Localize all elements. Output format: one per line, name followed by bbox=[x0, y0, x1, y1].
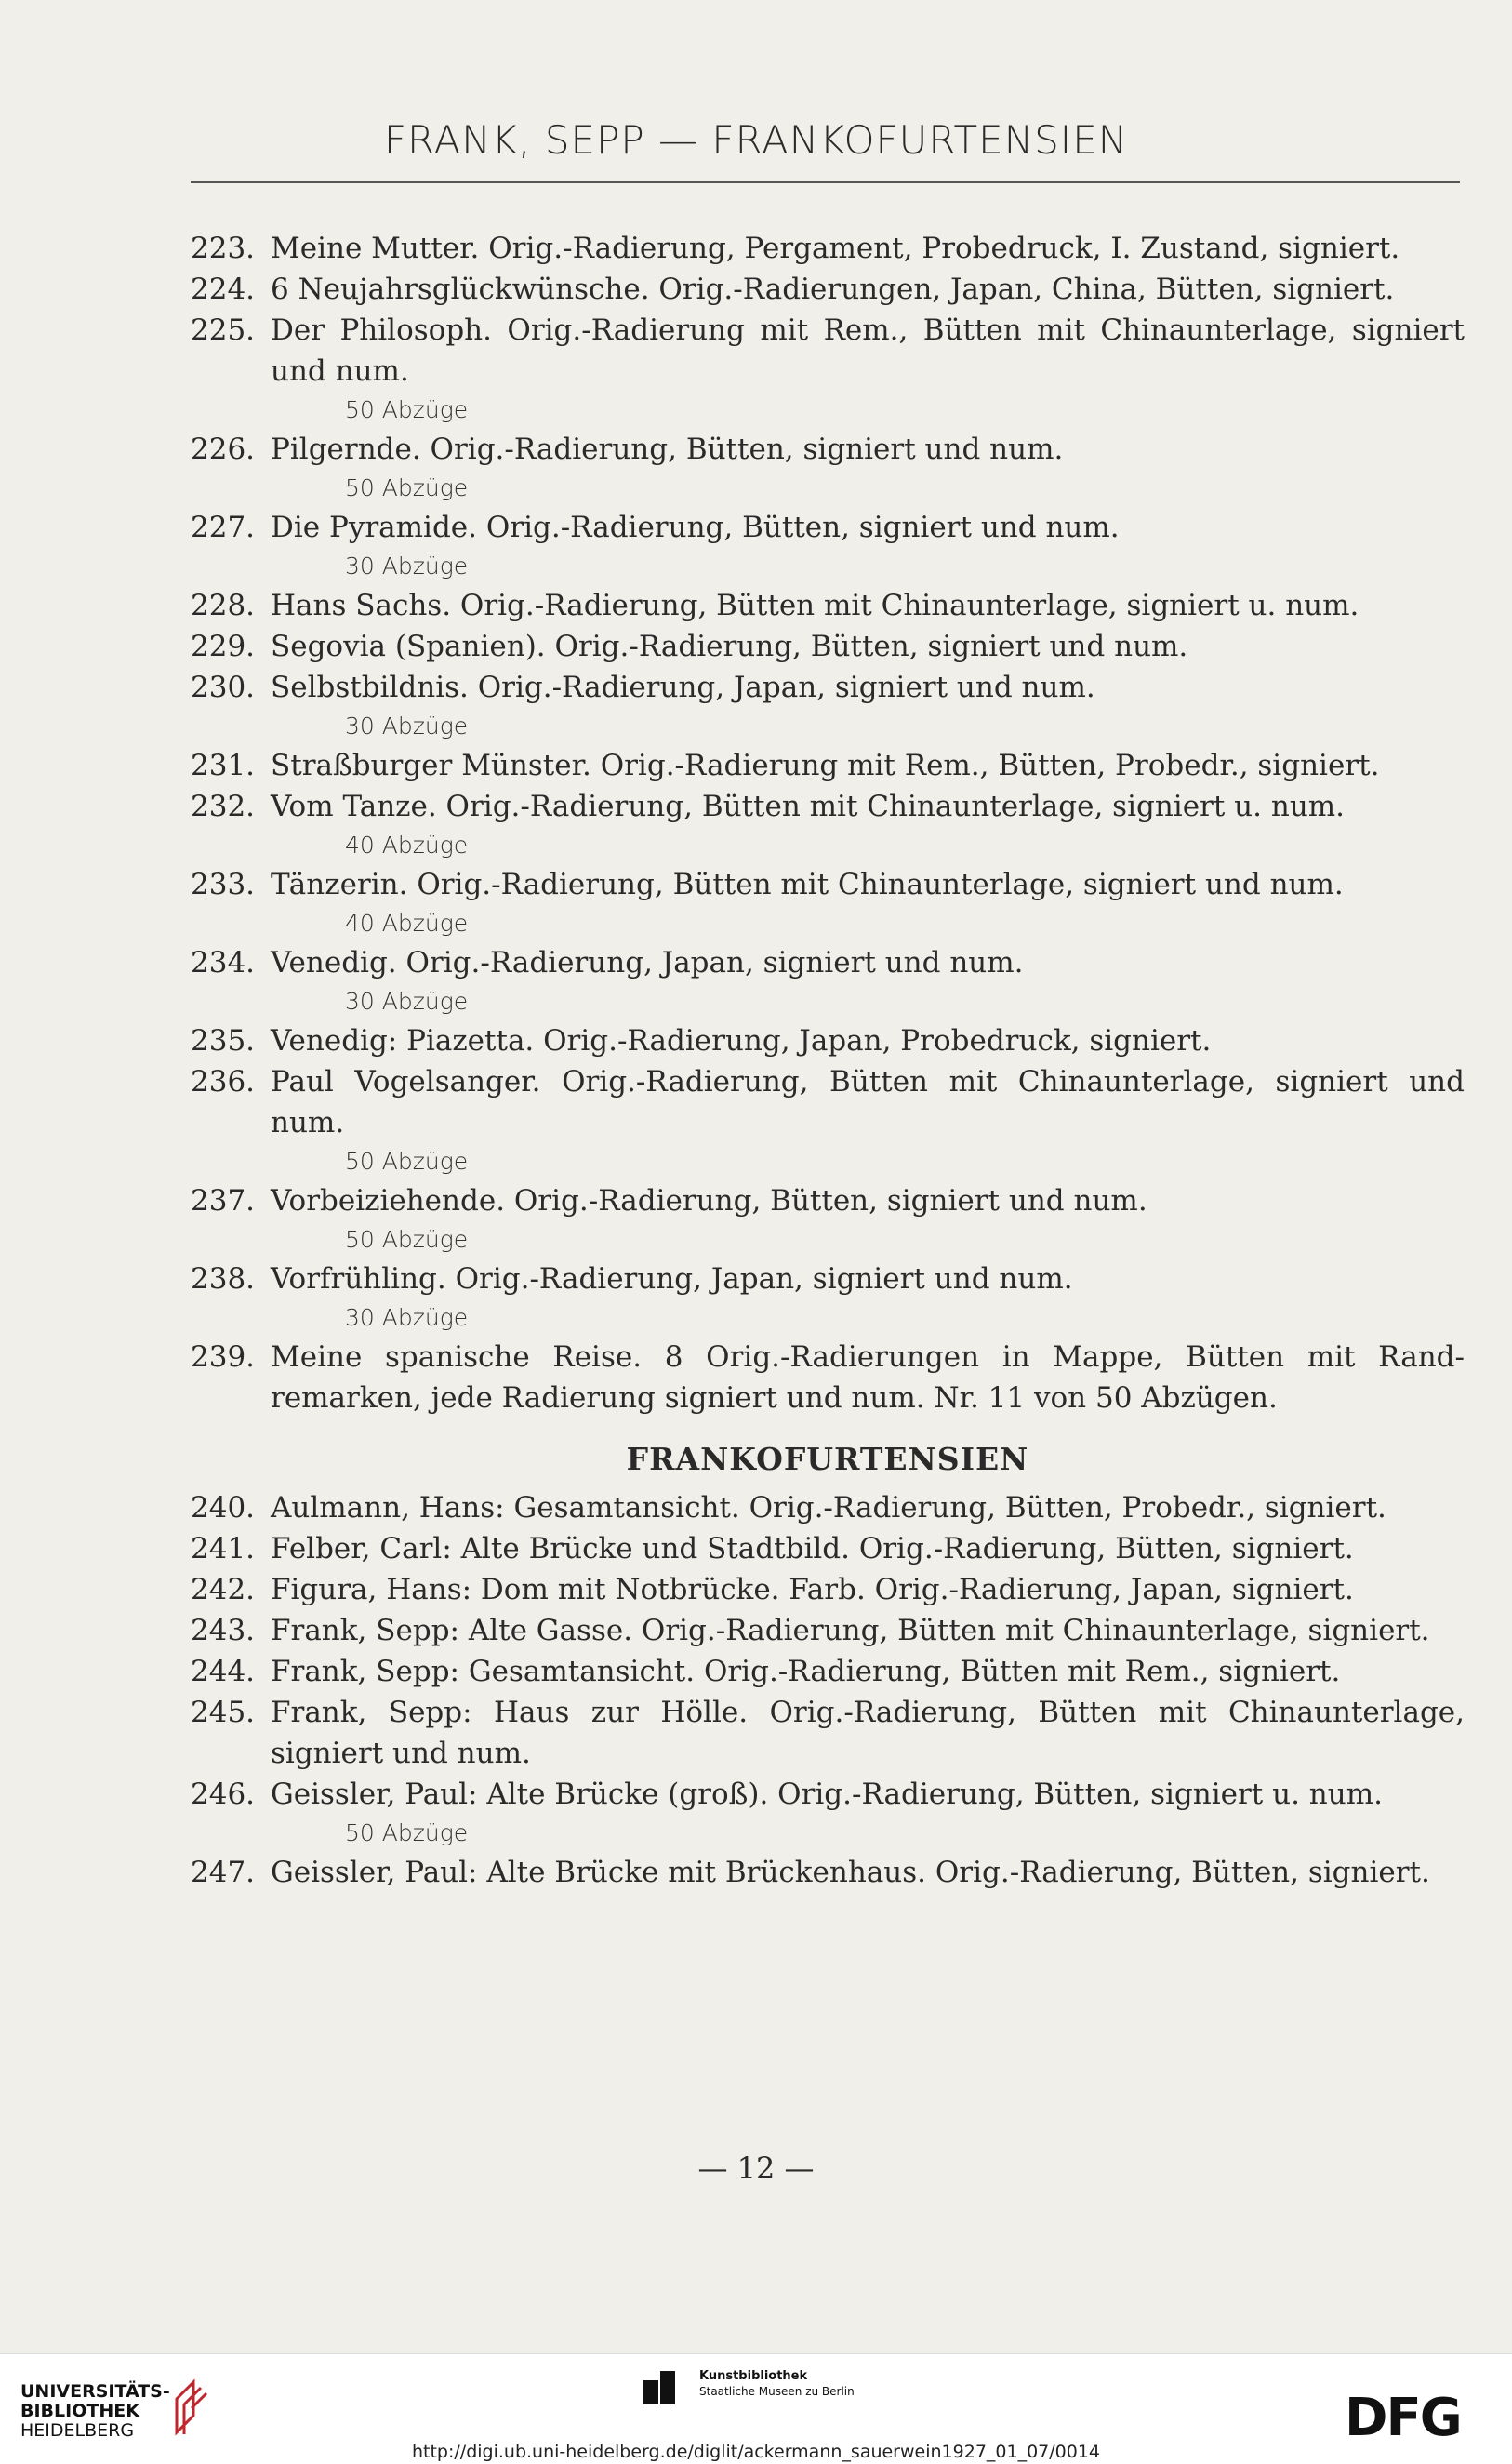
entry-edition: 50 Abzüge bbox=[345, 396, 469, 423]
entry-number: 236. bbox=[191, 1065, 256, 1099]
entry-number: 246. bbox=[191, 1778, 256, 1811]
entry-description: Frank, Sepp: Gesamtansicht. Orig.-Radierung, Bütten mit Rem., signiert. bbox=[271, 1655, 1341, 1688]
entry-number: 225. bbox=[191, 313, 256, 347]
entry-number: 241. bbox=[191, 1532, 256, 1565]
entry-description: Der Philosoph. Orig.-Radierung mit Rem., Bütten mit Chinaunterlage, signiert und num. bbox=[271, 313, 1465, 388]
entry-edition: 40 Abzüge bbox=[345, 910, 469, 937]
catalog-entry bbox=[191, 667, 1465, 708]
entry-description: Aulmann, Hans: Gesamtansicht. Orig.-Radierung, Bütten, Probedr., signiert. bbox=[271, 1491, 1386, 1525]
catalog-entry bbox=[191, 228, 1465, 269]
catalog-entry bbox=[191, 626, 1465, 667]
kb-line1: Kunstbibliothek bbox=[699, 2369, 808, 2383]
entry-edition: 30 Abzüge bbox=[345, 988, 469, 1015]
entry-edition: 30 Abzüge bbox=[345, 713, 469, 739]
entry-number: 224. bbox=[191, 273, 256, 306]
catalog-entry bbox=[191, 1651, 1465, 1692]
entry-number: 227. bbox=[191, 511, 256, 544]
entry-edition: 30 Abzüge bbox=[345, 1304, 469, 1331]
entry-number: 226. bbox=[191, 433, 256, 466]
entry-number: 243. bbox=[191, 1614, 256, 1647]
entry-edition: 50 Abzüge bbox=[345, 474, 469, 501]
catalog-entry bbox=[191, 429, 1465, 470]
catalog-entry bbox=[191, 310, 1465, 392]
entry-description: 6 Neujahrsglückwünsche. Orig.-Radierungen, Japan, China, Bütten, signiert. bbox=[271, 273, 1395, 306]
entry-description: Hans Sachs. Orig.-Radierung, Bütten mit Chinaunterlage, signiert u. num. bbox=[271, 589, 1359, 622]
entry-number: 245. bbox=[191, 1696, 256, 1729]
catalog-entry bbox=[191, 1852, 1465, 1893]
ub-book-icon bbox=[166, 2378, 210, 2436]
ub-logo-line1: UNIVERSITÄTS- bbox=[20, 2381, 170, 2402]
catalog-entry bbox=[191, 507, 1465, 548]
catalog-entry bbox=[191, 745, 1465, 786]
entry-description: Geissler, Paul: Alte Brücke (groß). Orig.-Radierung, Bütten, signiert u. num. bbox=[271, 1778, 1383, 1811]
entry-edition: 30 Abzüge bbox=[345, 553, 469, 579]
entry-number: 232. bbox=[191, 790, 256, 823]
page-number: — 12 — bbox=[697, 2151, 815, 2186]
catalog-entry bbox=[191, 1180, 1465, 1221]
entry-edition: 50 Abzüge bbox=[345, 1819, 469, 1846]
ub-heidelberg-logo[interactable] bbox=[20, 2382, 170, 2441]
entry-number: 239. bbox=[191, 1340, 256, 1374]
entry-description: Pilgernde. Orig.-Radierung, Bütten, signiert und num. bbox=[271, 433, 1064, 466]
kb-line2: Staatliche Museen zu Berlin bbox=[699, 2385, 855, 2398]
entry-number: 247. bbox=[191, 1856, 256, 1889]
entry-number: 228. bbox=[191, 589, 256, 622]
entry-edition: 50 Abzüge bbox=[345, 1226, 469, 1253]
entry-number: 244. bbox=[191, 1655, 256, 1688]
dfg-logo[interactable]: DFG bbox=[1345, 2388, 1461, 2448]
entries-frank-sepp bbox=[191, 228, 1465, 1418]
entry-number: 238. bbox=[191, 1262, 256, 1296]
catalog-entry bbox=[191, 1610, 1465, 1651]
page-header: FRANK, SEPP — FRANKOFURTENSIEN bbox=[383, 117, 1129, 163]
entry-description: Meine Mutter. Orig.-Radierung, Pergament, Probedruck, I. Zustand, signiert. bbox=[271, 232, 1400, 265]
catalog-entry bbox=[191, 1020, 1465, 1061]
entry-description: Venedig: Piazetta. Orig.-Radierung, Japan, Probedruck, signiert. bbox=[271, 1024, 1212, 1058]
entry-description: Segovia (Spanien). Orig.-Radierung, Bütten, signiert und num. bbox=[271, 630, 1188, 663]
catalog-entry bbox=[191, 942, 1465, 983]
catalog-entry bbox=[191, 1569, 1465, 1610]
catalog-entry bbox=[191, 786, 1465, 827]
entry-number: 242. bbox=[191, 1573, 256, 1606]
entry-description: Figura, Hans: Dom mit Notbrücke. Farb. Orig.-Radierung, Japan, signiert. bbox=[271, 1573, 1354, 1606]
catalog-entry bbox=[191, 1337, 1465, 1418]
entry-number: 229. bbox=[191, 630, 256, 663]
catalog-entry bbox=[191, 269, 1465, 310]
entry-description: Vom Tanze. Orig.-Radierung, Bütten mit Chinaunterlage, signiert u. num. bbox=[271, 790, 1346, 823]
footer-bar bbox=[0, 2353, 1512, 2464]
entry-description: Vorbeiziehende. Orig.-Radierung, Bütten, signiert und num. bbox=[271, 1184, 1147, 1218]
entry-number: 240. bbox=[191, 1491, 256, 1525]
entry-number: 237. bbox=[191, 1184, 256, 1218]
entry-description: Die Pyramide. Orig.-Radierung, Bütten, signiert und num. bbox=[271, 511, 1120, 544]
entry-description: Vorfrühling. Orig.-Radierung, Japan, signiert und num. bbox=[271, 1262, 1073, 1296]
entry-description: Venedig. Orig.-Radierung, Japan, signiert und num. bbox=[271, 946, 1024, 979]
entry-number: 230. bbox=[191, 671, 256, 704]
footer-url-link[interactable]: http://digi.ub.uni-heidelberg.de/diglit/ackermann_sauerwein1927_01_07/0014 bbox=[411, 2442, 1101, 2462]
catalog-entry bbox=[191, 1487, 1465, 1528]
kunstbibliothek-mark-icon bbox=[643, 2371, 690, 2408]
entry-description: Frank, Sepp: Alte Gasse. Orig.-Radierung, Bütten mit Chinaunterlage, signiert. bbox=[271, 1614, 1430, 1647]
catalog-entries bbox=[191, 228, 1465, 1893]
entry-description: Felber, Carl: Alte Brücke und Stadtbild. Orig.-Radierung, Bütten, signiert. bbox=[271, 1532, 1354, 1565]
catalog-entry bbox=[191, 585, 1465, 626]
entry-description: Paul Vogelsanger. Orig.-Radierung, Bütten mit Chinaunterlage, signiert und num. bbox=[271, 1065, 1465, 1139]
catalog-entry bbox=[191, 1061, 1465, 1143]
entry-edition: 50 Abzüge bbox=[345, 1148, 469, 1175]
entry-number: 235. bbox=[191, 1024, 256, 1058]
catalog-entry bbox=[191, 1259, 1465, 1299]
entry-number: 234. bbox=[191, 946, 256, 979]
entry-description: Straßburger Münster. Orig.-Radierung mit Rem., Bütten, Probedr., signiert. bbox=[271, 749, 1380, 782]
entry-number: 223. bbox=[191, 232, 256, 265]
catalog-entry bbox=[191, 1528, 1465, 1569]
entry-description: Tänzerin. Orig.-Radierung, Bütten mit Chinaunterlage, signiert und num. bbox=[271, 868, 1344, 901]
entry-number: 233. bbox=[191, 868, 256, 901]
entry-description: Selbstbildnis. Orig.-Radierung, Japan, signiert und num. bbox=[271, 671, 1095, 704]
entry-description: Geissler, Paul: Alte Brücke mit Brückenhaus. Orig.-Radierung, Bütten, signiert. bbox=[271, 1856, 1430, 1889]
entry-edition: 40 Abzüge bbox=[345, 832, 469, 859]
ub-logo-line2: BIBLIOTHEK bbox=[20, 2401, 139, 2421]
entry-description: Frank, Sepp: Haus zur Hölle. Orig.-Radierung, Bütten mit Chinaunterlage, signiert und num. bbox=[271, 1696, 1465, 1770]
entry-number: 231. bbox=[191, 749, 256, 782]
ub-logo-line3: HEIDELBERG bbox=[20, 2420, 135, 2441]
entries-frankofurtensien bbox=[191, 1487, 1465, 1893]
header-rule bbox=[191, 181, 1460, 183]
catalog-entry bbox=[191, 864, 1465, 905]
catalog-entry bbox=[191, 1692, 1465, 1774]
catalog-entry bbox=[191, 1774, 1465, 1815]
entry-description: Meine spanische Reise. 8 Orig.-Radierungen in Mappe, Bütten mit Rand-remarken, jede Radierung signiert und num. Nr. 11 von 50 Abzügen. bbox=[271, 1340, 1465, 1415]
section-heading: FRANKOFURTENSIEN bbox=[626, 1441, 1029, 1477]
